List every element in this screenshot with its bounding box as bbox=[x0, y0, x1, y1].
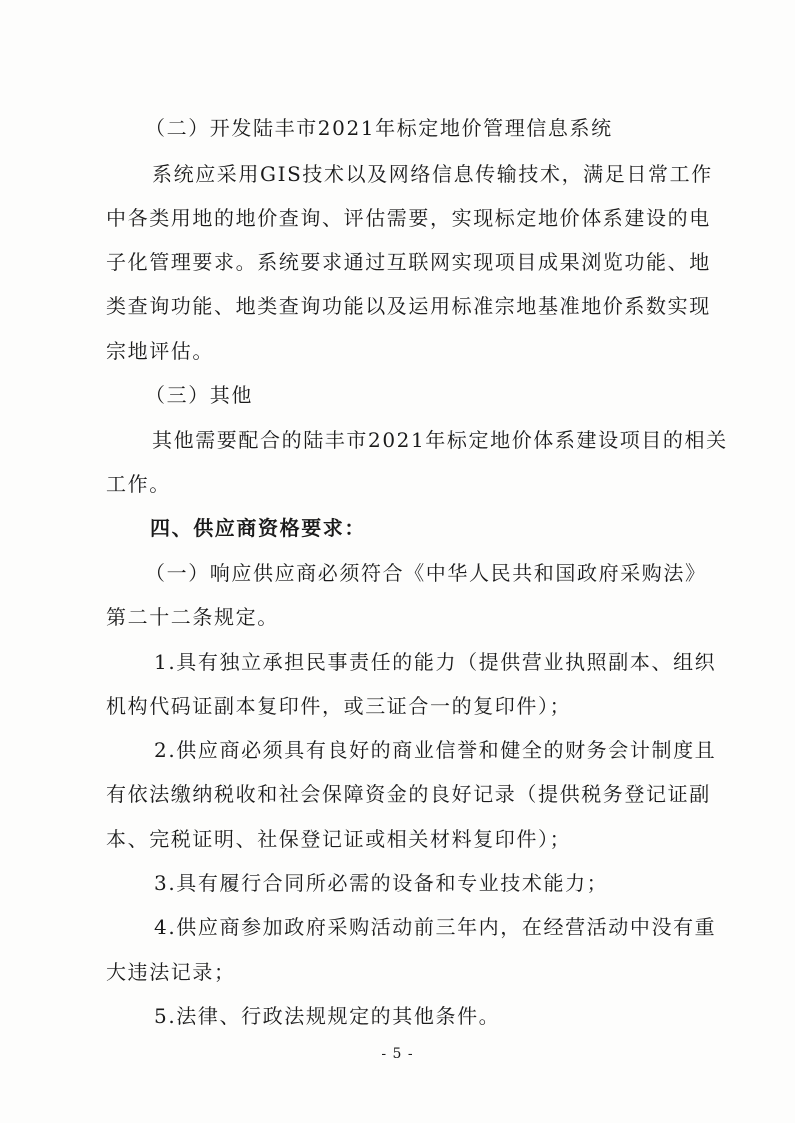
item-2-line-3: 本、完税证明、社保登记证或相关材料复印件）； bbox=[106, 827, 572, 851]
section-3-line-1: 其他需要配合的陆丰市2021年标定地价体系建设项目的相关 bbox=[152, 428, 728, 452]
item-4-line-2: 大违法记录； bbox=[106, 960, 236, 984]
section-3-heading: （三）其他 bbox=[145, 383, 253, 407]
item-3-line-1: 3.具有履行合同所必需的设备和专业技术能力； bbox=[154, 871, 609, 895]
section-2-line-3: 子化管理要求。系统要求通过互联网实现项目成果浏览功能、地 bbox=[106, 250, 711, 274]
section-2-line-4: 类查询功能、地类查询功能以及运用标准宗地基准地价系数实现 bbox=[106, 294, 711, 318]
section-2-line-2: 中各类用地的地价查询、评估需要，实现标定地价体系建设的电 bbox=[106, 206, 711, 230]
section-2-line-5: 宗地评估。 bbox=[106, 339, 214, 363]
item-2-line-1: 2.供应商必须具有良好的商业信誉和健全的财务会计制度且 bbox=[154, 738, 717, 762]
item-1-line-1: 1.具有独立承担民事责任的能力（提供营业执照副本、组织 bbox=[154, 650, 717, 674]
clause-1-line-1: （一）响应供应商必须符合《中华人民共和国政府采购法》 bbox=[145, 561, 707, 585]
clause-1-line-2: 第二十二条规定。 bbox=[106, 605, 279, 629]
section-2-line-1: 系统应采用GIS技术以及网络信息传输技术，满足日常工作 bbox=[152, 162, 713, 186]
page-number: - 5 - bbox=[381, 1046, 414, 1062]
chapter-4-heading: 四、供应商资格要求： bbox=[150, 516, 366, 540]
section-2-heading: （二）开发陆丰市2021年标定地价管理信息系统 bbox=[145, 116, 613, 140]
item-1-line-2: 机构代码证副本复印件，或三证合一的复印件）； bbox=[106, 694, 572, 718]
item-5-line-1: 5.法律、行政法规规定的其他条件。 bbox=[154, 1004, 501, 1028]
section-3-line-2: 工作。 bbox=[106, 472, 171, 496]
item-2-line-2: 有依法缴纳税收和社会保障资金的良好记录（提供税务登记证副 bbox=[106, 782, 711, 806]
item-4-line-1: 4.供应商参加政府采购活动前三年内，在经营活动中没有重 bbox=[154, 915, 717, 939]
